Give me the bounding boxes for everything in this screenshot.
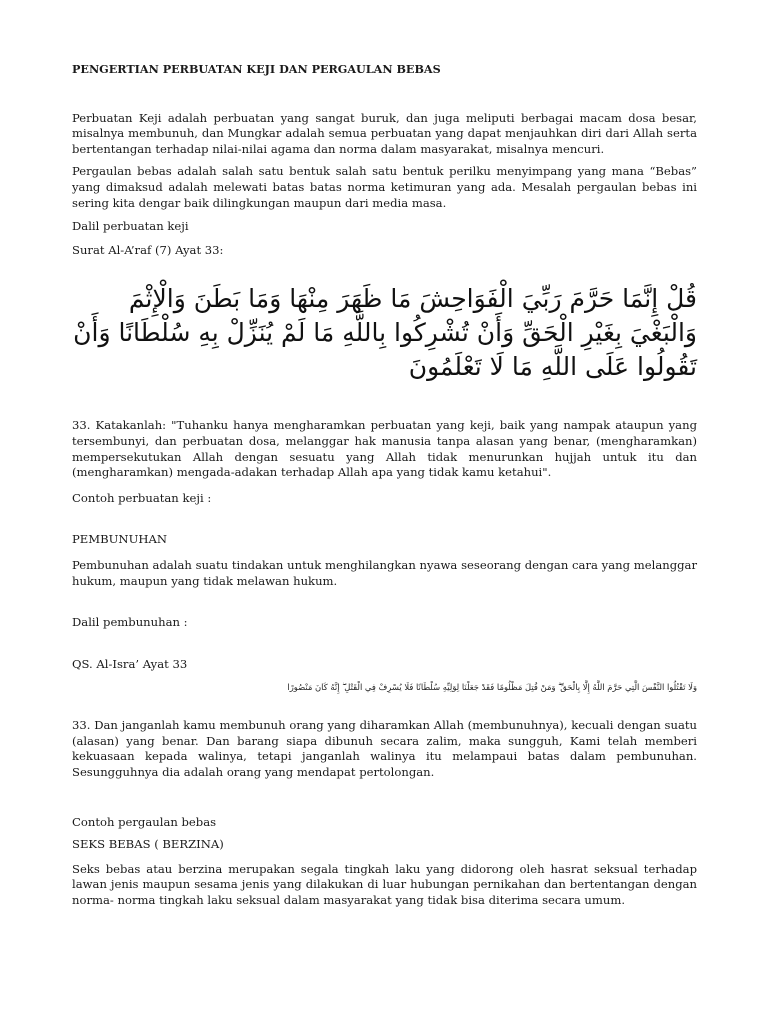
translation-araf: 33. Katakanlah: "Tuhanku hanya mengharamkan perbuatan yang keji, baik yang nampak ataupun yang tersembunyi, dan perbuatan dosa, melanggar hak manusia tanpa alasan yang benar, (mengharamkan) mempersekutukan Allah dengan sesuatu yang Allah tidak menurunkan hujjah untuk itu dan (mengharamkan) mengada-adakan terhadap Allah apa yang tidak kamu ketahui". bbox=[72, 418, 697, 480]
label-surat-araf: Surat Al-A’raf (7) Ayat 33: bbox=[72, 242, 224, 257]
label-dalil-keji: Dalil perbuatan keji bbox=[72, 219, 189, 234]
document-page bbox=[72, 58, 697, 909]
paragraph-seks-bebas: Seks bebas atau berzina merupakan segala tingkah laku yang didorong oleh hasrat seksual terhadap lawan jenis maupun sesama jenis yang dilakukan di luar hubungan pernikahan dan bertentangan dengan norma- norma tingkah laku seksual dalam masyarakat yang tidak bisa diterima secara umum. bbox=[72, 861, 697, 908]
label-contoh-keji: Contoh perbuatan keji : bbox=[72, 490, 212, 505]
paragraph-pembunuhan: Pembunuhan adalah suatu tindakan untuk menghilangkan nyawa seseorang dengan cara yang melanggar hukum, maupun yang tidak melawan hukum. bbox=[72, 557, 697, 588]
paragraph-perbuatan-keji: Perbuatan Keji adalah perbuatan yang sangat buruk, dan juga meliputi berbagai macam dosa besar, misalnya membunuh, dan Mungkar adalah semua perbuatan yang dapat menjauhkan diri dari Allah serta bertentangan terhadap nilai-nilai agama dan norma dalam masyarakat, misalnya mencuri. bbox=[72, 110, 697, 156]
paragraph-pergaulan-bebas: Pergaulan bebas adalah salah satu bentuk salah satu bentuk perilku menyimpang yang mana “Bebas” yang dimaksud adalah melewati batas batas norma ketimuran yang ada. Mesalah pergaulan bebas ini sering kita dengar baik dilingkungan maupun dari media masa. bbox=[72, 164, 697, 210]
heading-seks-bebas: SEKS BEBAS ( BERZINA) bbox=[72, 837, 224, 852]
label-qs-isra: QS. Al-Isra’ Ayat 33 bbox=[72, 656, 188, 671]
label-dalil-pembunuhan: Dalil pembunuhan : bbox=[72, 615, 188, 630]
arabic-verse-araf: قُلْ إِنَّمَا حَرَّمَ رَبِّيَ الْفَوَاحِشَ مَا ظَهَرَ مِنْهَا وَمَا بَطَنَ وَالْإِثْمَ وَالْبَغْيَ بِغَيْرِ الْحَقِّ وَأَنْ تُشْرِكُوا بِاللَّهِ مَا لَمْ يُنَزِّلْ بِهِ سُلْطَانًا وَأَنْ تَقُولُوا عَلَى اللَّهِ مَا لَا تَعْلَمُونَ bbox=[73, 284, 697, 382]
heading-pembunuhan: PEMBUNUHAN bbox=[72, 532, 167, 547]
label-contoh-pergaulan: Contoh pergaulan bebas bbox=[72, 814, 217, 829]
document-title: PENGERTIAN PERBUATAN KEJI DAN PERGAULAN BEBAS bbox=[72, 62, 441, 76]
arabic-verse-isra: وَلَا تَقْتُلُوا النَّفْسَ الَّتِي حَرَّمَ اللَّهُ إِلَّا بِالْحَقِّ ۗ وَمَنْ قُتِلَ مَظْلُومًا فَقَدْ جَعَلْنَا لِوَلِيِّهِ سُلْطَانًا فَلَا يُسْرِفْ فِي الْقَتْلِ ۖ إِنَّهُ كَانَ مَنْصُورًا bbox=[287, 682, 697, 693]
translation-isra: 33. Dan janganlah kamu membunuh orang yang diharamkan Allah (membunuhnya), kecuali dengan suatu (alasan) yang benar. Dan barang siapa dibunuh secara zalim, maka sungguh, Kami telah memberi kekuasaan kepada walinya, tetapi janganlah walinya itu melampaui batas dalam pembunuhan. Sesungguhnya dia adalah orang yang mendapat pertolongan. bbox=[72, 718, 697, 780]
